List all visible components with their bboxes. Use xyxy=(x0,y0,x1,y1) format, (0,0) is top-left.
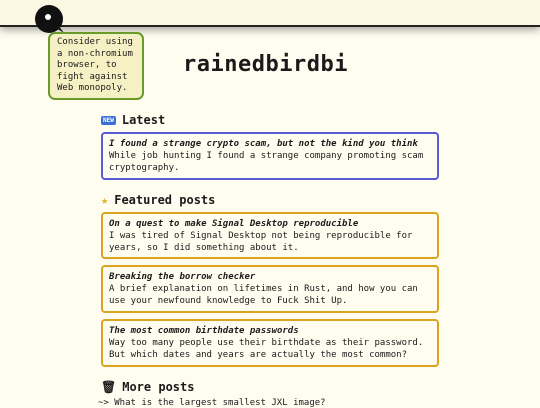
featured-post-card[interactable] xyxy=(101,212,439,259)
trash-can-icon: 🗑 xyxy=(101,380,117,394)
browser-tooltip: Consider using a non-chromium browser, to fight against Web monopoly. xyxy=(48,32,144,100)
more-heading: 🗑 More posts xyxy=(101,380,195,394)
post-description: While job hunting I found a strange company promoting scam cryptography. xyxy=(109,151,424,173)
post-title: The most common birthdate passwords xyxy=(109,326,299,336)
new-badge-icon: NEW xyxy=(103,117,114,124)
latest-post-card[interactable] xyxy=(101,132,439,180)
more-post-link[interactable]: ~> What is the largest smallest JXL image? xyxy=(98,398,326,408)
post-title: I found a strange crypto scam, but not the kind you think xyxy=(109,139,418,149)
featured-post-card[interactable] xyxy=(101,265,439,313)
post-description: Way too many people use their birthdate as their password. But which dates and years are actually the most common? xyxy=(109,338,424,360)
top-bar xyxy=(0,0,540,27)
post-description: I was tired of Signal Desktop not being reproducible for years, so I did something about it. xyxy=(109,231,413,253)
post-title: On a quest to make Signal Desktop reproducible xyxy=(109,219,359,229)
latest-heading: NEW Latest xyxy=(103,113,166,127)
featured-post-card[interactable] xyxy=(101,319,439,367)
bird-logo-icon[interactable] xyxy=(34,4,66,34)
star-icon: ★ xyxy=(101,193,109,207)
post-description: A brief explanation on lifetimes in Rust, and how you can use your newfound knowledge to Fuck Shit Up. xyxy=(109,284,418,306)
site-title[interactable]: rainedbirdbi xyxy=(183,52,348,77)
post-title: Breaking the borrow checker xyxy=(109,272,256,282)
featured-heading: ★ Featured posts xyxy=(101,193,216,207)
